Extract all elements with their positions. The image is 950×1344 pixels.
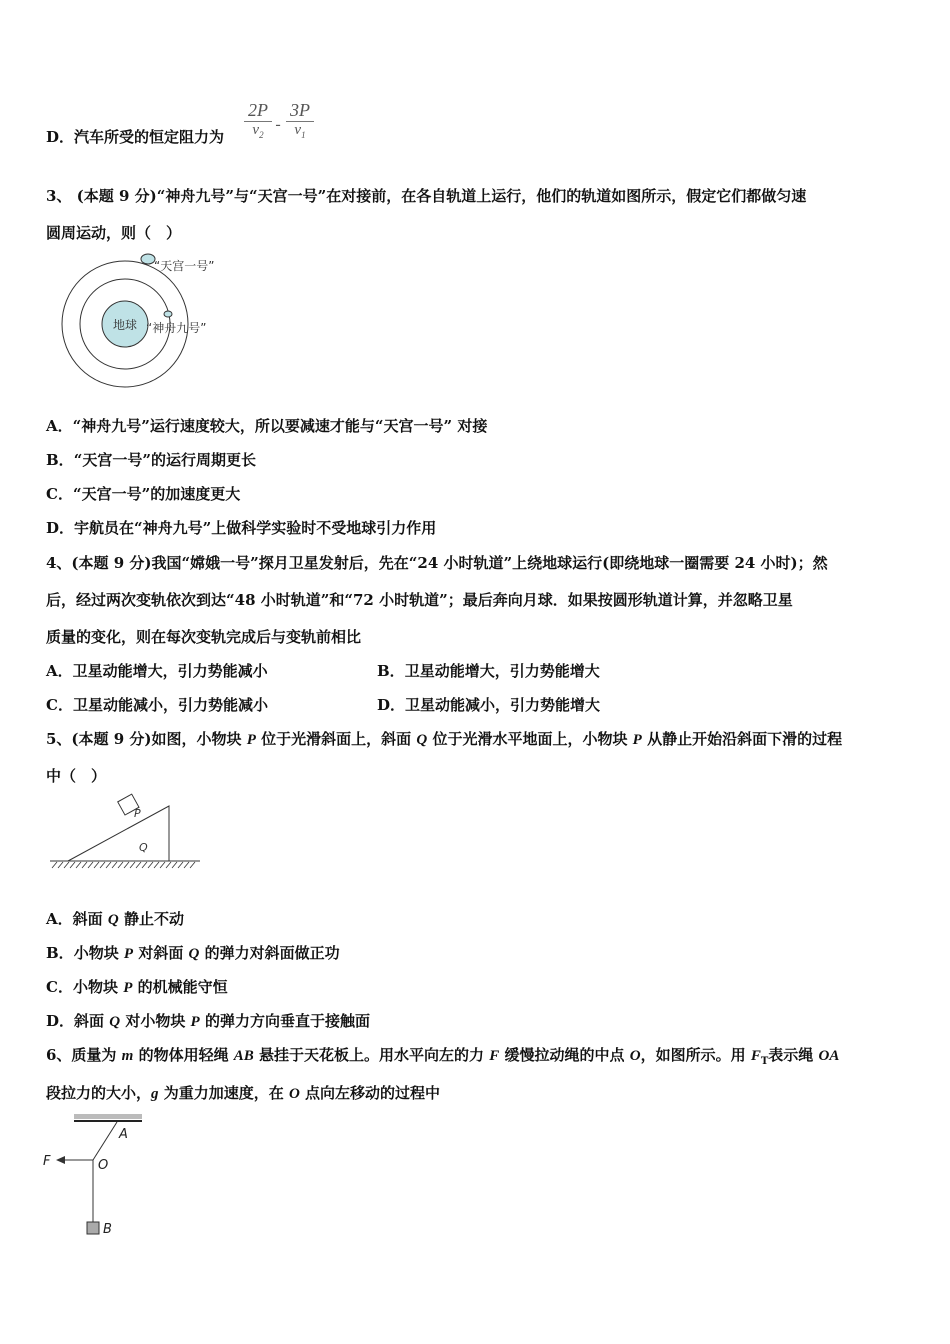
q4-stem-line2: 后，经过两次变轨依次到达“48 小时轨道”和“72 小时轨道”；最后奔向月球．如果按圆形轨道计算，并忽略卫星 — [46, 591, 793, 609]
incline-figure — [48, 800, 203, 872]
q5-option-c: C．小物块 P 的机械能守恒 — [46, 978, 228, 996]
option-text: 汽车所受的恒定阻力为 — [74, 128, 225, 146]
fraction-2p-over-v2 — [244, 100, 272, 140]
mass-block-b — [87, 1222, 99, 1234]
q3-option-b: B．“天宫一号”的运行周期更长 — [46, 451, 256, 469]
earth-label: 地球 — [112, 318, 138, 332]
shenzhou-satellite — [164, 311, 172, 317]
q4-option-c: C．卫星动能减小，引力势能减小 — [46, 696, 268, 714]
q5-option-a: A．斜面 Q 静止不动 — [46, 910, 184, 928]
fraction-denominator: $v_2$ — [252, 122, 264, 140]
q4-option-a: A．卫星动能增大，引力势能减小 — [46, 662, 268, 680]
fraction-denominator: $v_1$ — [294, 122, 306, 140]
q-label: Q — [139, 841, 148, 854]
q4-option-d: D．卫星动能减小，引力势能增大 — [377, 696, 601, 714]
force-arrowhead — [56, 1156, 65, 1164]
q3-stem-line2: 圆周运动，则（ ） — [46, 224, 182, 242]
q6-stem-line2: 段拉力的大小，g 为重力加速度，在 O 点向左移动的过程中 — [46, 1084, 441, 1102]
q5-stem-line1: 5、(本题 9 分)如图，小物块 P 位于光滑斜面上，斜面 Q 位于光滑水平地面上，小物块 P 从静止开始沿斜面下滑的过程 — [46, 730, 843, 748]
q3-option-a: A．“神舟九号”运行速度较大，所以要减速才能与“天宫一号” 对接 — [46, 417, 488, 435]
fraction-3p-over-v1 — [286, 100, 314, 140]
option-label: D． — [46, 128, 75, 146]
rope-figure — [40, 1112, 150, 1242]
q3-stem-line1: 3、 (本题 9 分)“神舟九号”与“天宫一号”在对接前，在各自轨道上运行，他们的轨道如图所示，假定它们都做匀速 — [46, 187, 807, 205]
label-f: F — [43, 1154, 51, 1169]
slope-q — [68, 806, 169, 861]
fraction-numerator: 2P — [248, 100, 268, 120]
ceiling-shade — [74, 1114, 142, 1119]
label-b: B — [103, 1222, 112, 1237]
q6-stem-line1: 6、质量为 m 的物体用轻绳 AB 悬挂于天花板上。用水平向左的力 F 缓慢拉动绳的中点 O，如图所示。用 $F_T$表示绳 OA — [46, 1046, 840, 1067]
ground-hatching — [52, 862, 195, 868]
tiangong-label: “天宫一号” — [154, 259, 215, 273]
q5-stem-line2: 中（ ） — [46, 767, 107, 785]
q3-option-d: D．宇航员在“神舟九号”上做科学实验时不受地球引力作用 — [46, 519, 437, 537]
q5-option-d: D．斜面 Q 对小物块 P 的弹力方向垂直于接触面 — [46, 1012, 370, 1030]
orbit-figure — [50, 248, 250, 398]
q3-option-c: C．“天宫一号”的加速度更大 — [46, 485, 241, 503]
p-label: P — [134, 807, 141, 820]
rope-oa — [93, 1122, 117, 1160]
tiangong-satellite — [141, 254, 155, 264]
label-o: O — [98, 1158, 109, 1173]
label-a: A — [119, 1127, 128, 1142]
q4-stem-line3: 质量的变化，则在每次变轨完成后与变轨前相比 — [46, 628, 362, 646]
q4-stem-line1: 4、(本题 9 分)我国“嫦娥一号”探月卫星发射后，先在“24 小时轨道”上绕地球运行(即绕地球一圈需要 24 小时)；然 — [46, 554, 828, 572]
shenzhou-label: “神舟九号” — [146, 321, 207, 335]
q4-option-b: B．卫星动能增大，引力势能增大 — [377, 662, 600, 680]
fraction-numerator: 3P — [290, 100, 310, 120]
q5-option-b: B．小物块 P 对斜面 Q 的弹力对斜面做正功 — [46, 944, 340, 962]
minus-sign: - — [275, 116, 281, 133]
q2-option-d — [46, 126, 224, 148]
